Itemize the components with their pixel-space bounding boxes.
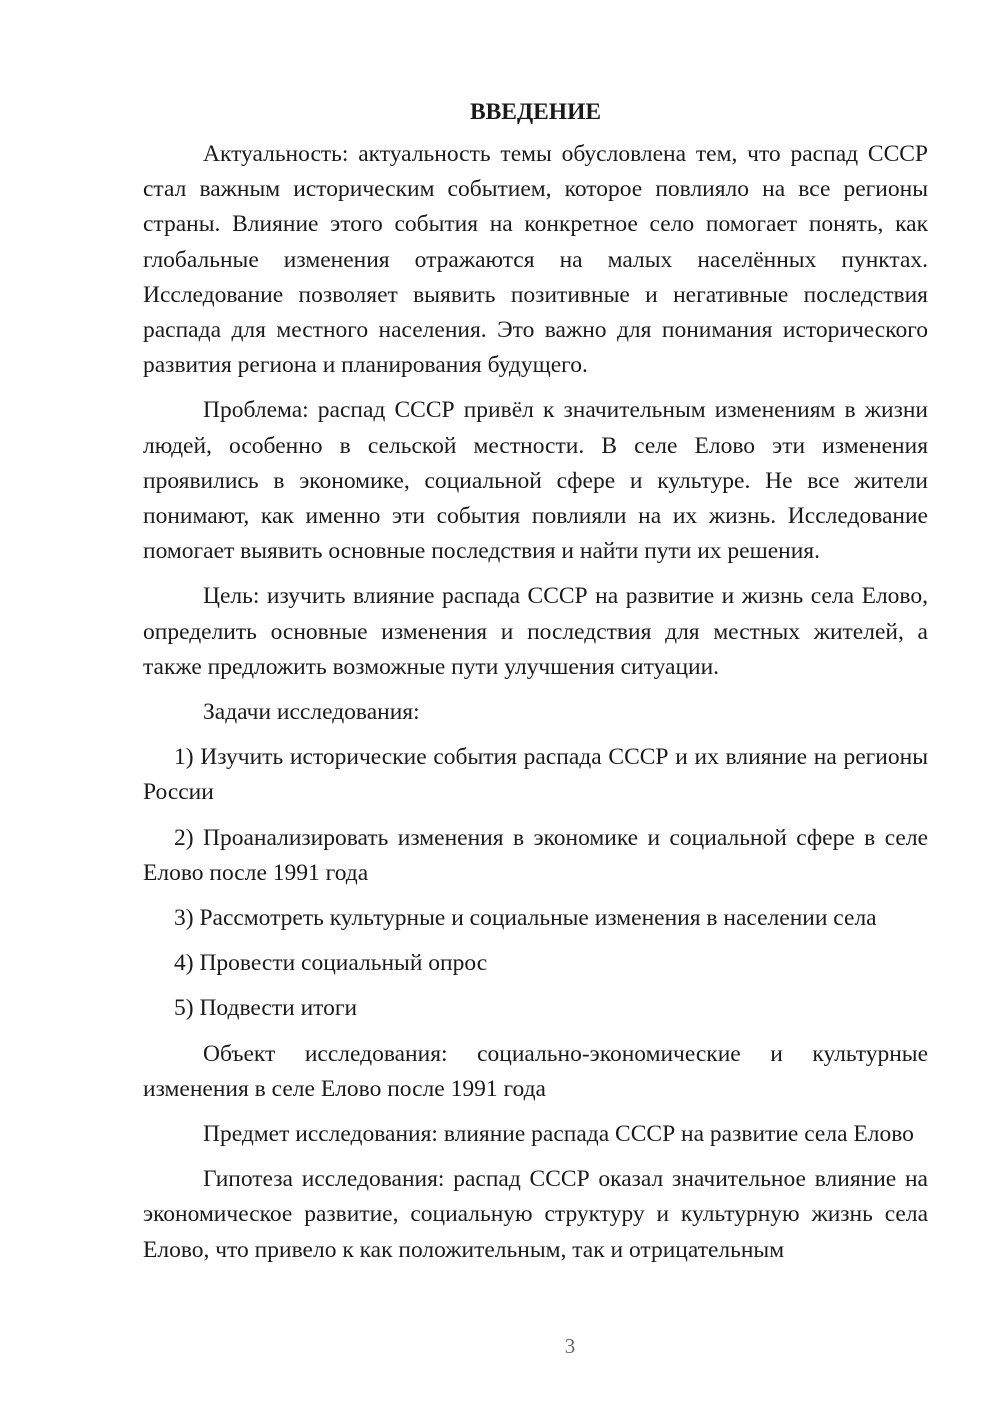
task-item-4: 4) Провести социальный опрос	[174, 950, 488, 977]
paragraph-relevance: Актуальность: актуальность темы обусловлена тем, что распад СССР стал важным историческим событием, которое повлияло на все регионы страны. Влияние этого события на конкретное село помогает понять, как глобальные изменения отражаются на малых населённых пунктах. Исследование позволяет выявить позитивные и негативные последствия распада для местного населения. Это важно для понимания исторического развития региона и планирования будущего.	[143, 141, 928, 379]
section-title: ВВЕДЕНИЕ	[469, 99, 602, 125]
page-content	[143, 97, 928, 1278]
task-item-5: 5) Подвести итоги	[174, 995, 358, 1022]
paragraph-object: Объект исследования: социально-экономические и культурные изменения в селе Елово после 1991 года	[143, 1040, 928, 1102]
tasks-heading: Задачи исследования:	[203, 699, 420, 726]
task-item-3: 3) Рассмотреть культурные и социальные изменения в населении села	[174, 905, 877, 932]
paragraph-hypothesis: Гипотеза исследования: распад СССР оказал значительное влияние на экономическое развитие, социальную структуру и культурную жизнь села Елово, что привело к как положительным, так и отрицательным	[143, 1166, 928, 1263]
page-number: 3	[564, 1334, 576, 1358]
paragraph-problem: Проблема: распад СССР привёл к значительным изменениям в жизни людей, особенно в сельской местности. В селе Елово эти изменения проявились в экономике, социальной сфере и культуре. Не все жители понимают, как именно эти события повлияли на их жизнь. Исследование помогает выявить основные последствия и найти пути их решения.	[143, 397, 928, 565]
paragraph-goal: Цель: изучить влияние распада СССР на развитие и жизнь села Елово, определить основные изменения и последствия для местных жителей, а также предложить возможные пути улучшения ситуации.	[143, 583, 928, 680]
paragraph-subject: Предмет исследования: влияние распада СССР на развитие села Елово	[203, 1121, 914, 1148]
task-item-2: 2) Проанализировать изменения в экономике и социальной сфере в селе Елово после 1991 года	[143, 824, 928, 886]
task-item-1: 1) Изучить исторические события распада СССР и их влияние на регионы России	[143, 744, 928, 806]
